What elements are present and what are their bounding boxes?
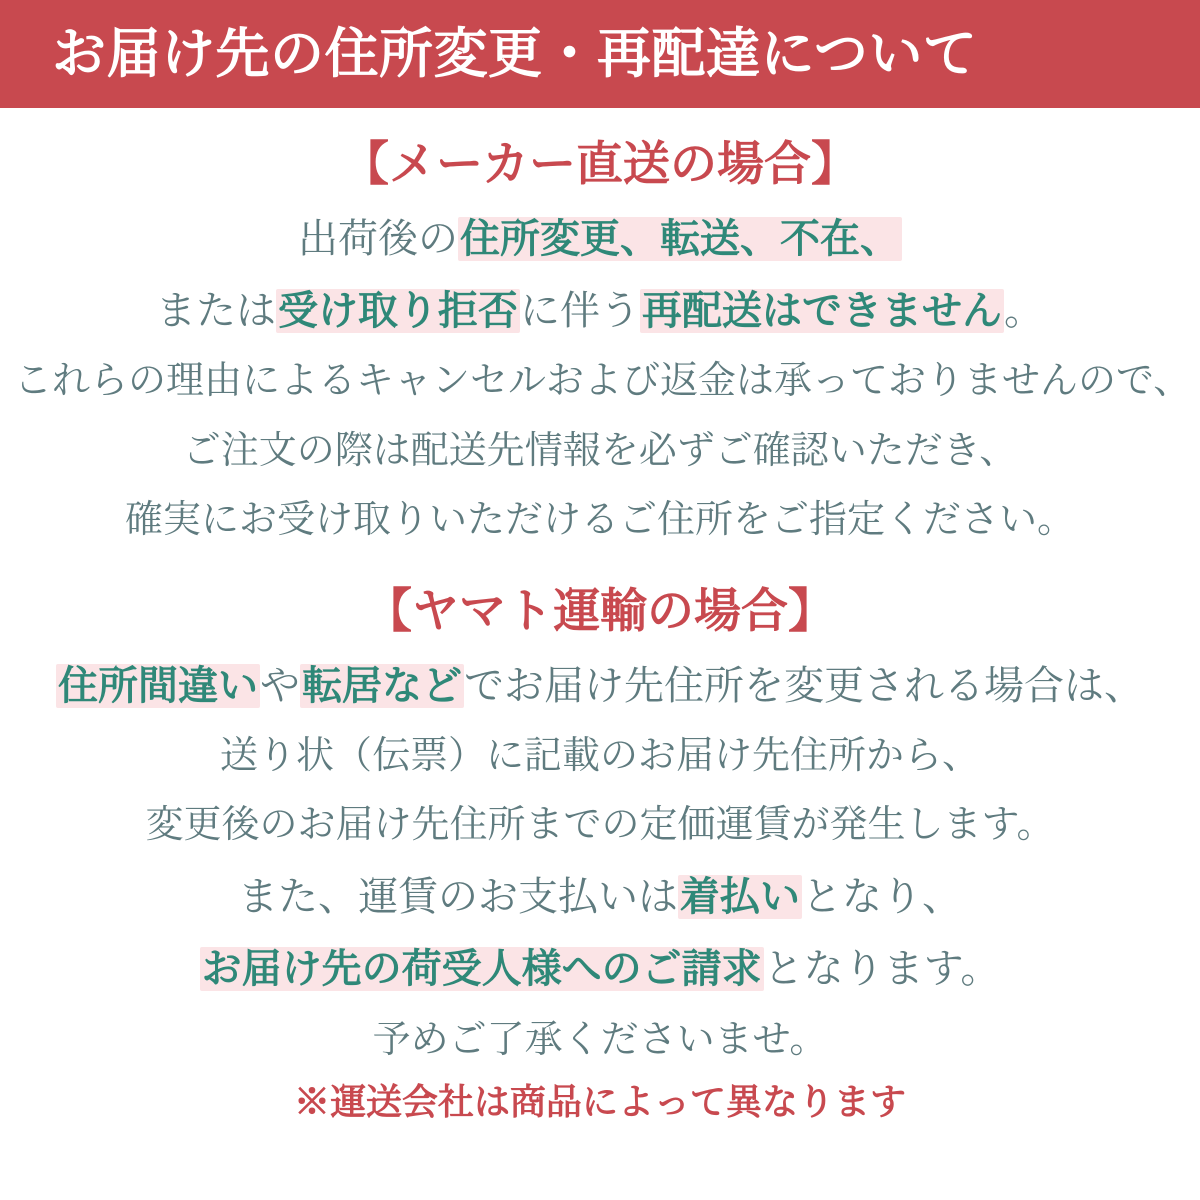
maker-line-2 [14, 282, 1186, 340]
maker-line-5: 確実にお受け取りいただけるご住所をご指定ください。 [124, 499, 1075, 542]
yamato-line-5-highlight: お届け先の荷受人様へのご請求 [201, 947, 762, 992]
yamato-line-1-highlight-1: 住所間違い [58, 663, 258, 708]
carrier-note: ※運送会社は商品によって異なります [293, 1081, 906, 1123]
yamato-line-1-plain-middle: や [260, 663, 300, 708]
maker-line-2-highlight-1: 受け取り拒否 [278, 289, 518, 334]
section-heading-yamato: 【ヤマト運輸の場合】 [365, 583, 835, 637]
page-title: お届け先の住所変更・再配達について [52, 24, 978, 84]
yamato-line-2: 送り状（伝票）に記載のお届け先住所から、 [219, 734, 980, 777]
maker-line-3: これらの理由によるキャンセルおよび返金は承っておりませんので、 [14, 360, 1192, 403]
yamato-line-4-plain-before: また、運賃のお支払いは [238, 874, 678, 919]
yamato-line-1 [14, 657, 1186, 715]
yamato-line-1-highlight-2: 転居など [302, 663, 462, 708]
maker-line-1-highlight: 住所変更、転送、不在、 [460, 216, 900, 261]
yamato-line-1-plain-after: でお届け先住所を変更される場合は、 [464, 663, 1144, 708]
yamato-line-5 [14, 940, 1186, 998]
maker-line-4: ご注文の際は配送先情報を必ずご確認いただき、 [182, 429, 1018, 472]
maker-line-2-highlight-2: 再配送はできません [642, 289, 1002, 334]
yamato-line-4-plain-after: となり、 [802, 874, 962, 919]
yamato-line-3: 変更後のお届け先住所までの定価運賃が発生します。 [145, 804, 1055, 847]
yamato-line-4 [14, 868, 1186, 926]
maker-line-1-plain: 出荷後の [298, 216, 458, 261]
maker-line-2-plain-before: または [156, 289, 276, 334]
maker-line-2-plain-after: 。 [1004, 289, 1044, 334]
yamato-line-4-highlight: 着払い [680, 874, 800, 919]
yamato-line-6: 予めご了承くださいませ。 [372, 1018, 828, 1061]
yamato-line-5-plain-after: となります。 [763, 947, 1001, 992]
header-band [0, 0, 1200, 108]
maker-line-1 [14, 210, 1186, 268]
section-heading-maker-direct: 【メーカー直送の場合】 [341, 137, 859, 190]
maker-line-2-plain-middle: に伴う [520, 289, 640, 334]
notice-content [0, 138, 1200, 1123]
